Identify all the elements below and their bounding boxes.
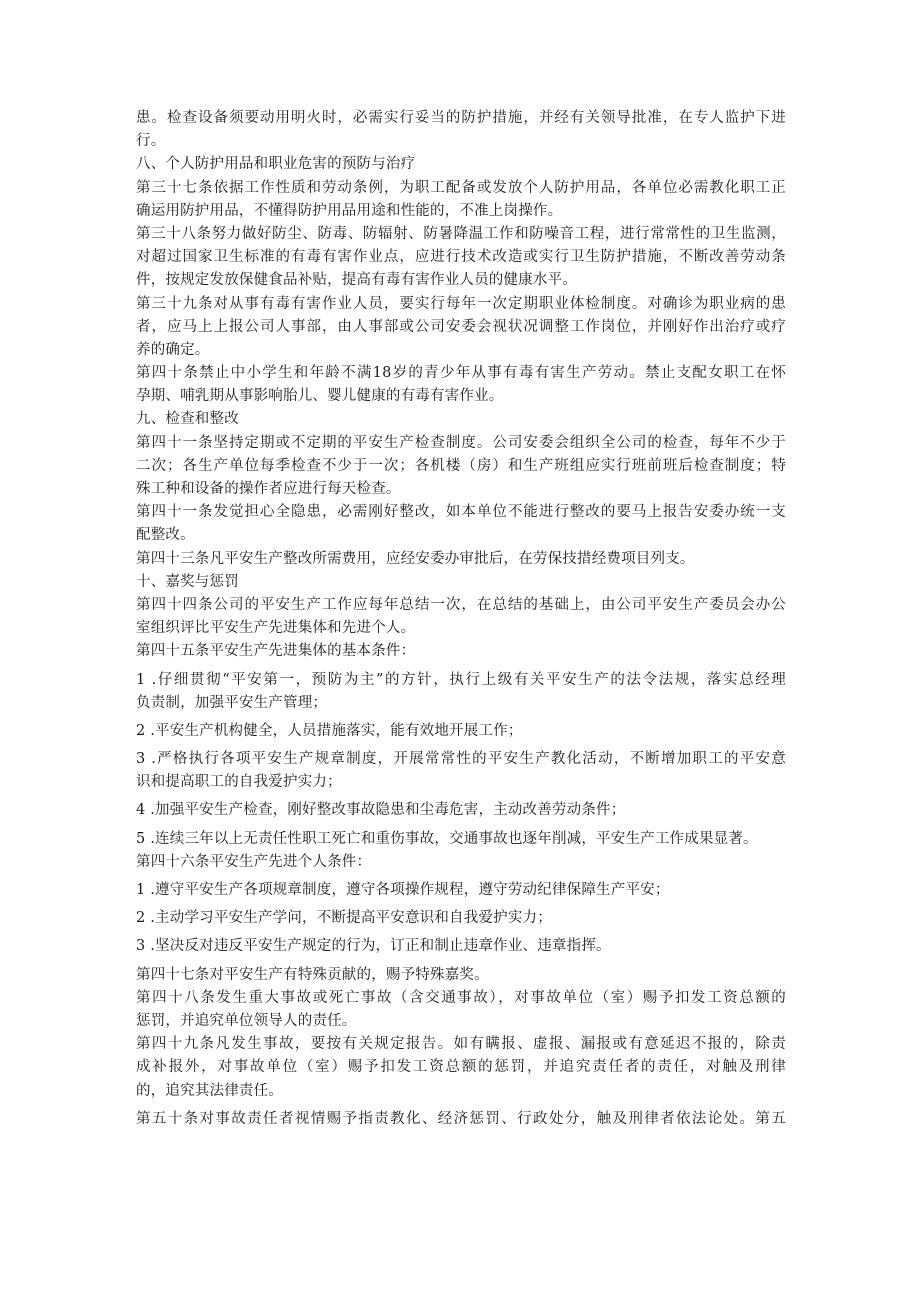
list-item: 1 .遵守平安生产各项规章制度，遵守各项操作规程，遵守劳动纪律保障生产平安； <box>136 882 670 898</box>
list-item: 5 .连续三年以上无责任性职工死亡和重伤事故，交通事故也逐年削减，平安生产工作成果显著。 <box>136 830 758 847</box>
text-line: 第四十九条凡发生事故，要按有关规定报告。如有瞒报、虚报、漏报或有意延迟不报的，除责 <box>136 1036 786 1053</box>
text-line: 识和提高职工的自我爱护实力； <box>136 774 342 791</box>
text-line: 行。 <box>136 133 166 150</box>
document-page <box>136 107 786 1131</box>
text-line: 确运用防护用品，不懂得防护用品用途和性能的，不准上岗操作。 <box>136 202 563 219</box>
text-line: 第四十五条平安生产先进集体的基本条件： <box>136 643 416 660</box>
text-line: 第四十八条发生重大事故或死亡事故（含交通事故），对事故单位（室）赐予扣发工资总额的 <box>136 989 786 1006</box>
text-line: 患。检查设备须要动用明火时，必需实行妥当的防护措施，并经有关领导批准，在专人监护下进 <box>136 110 786 126</box>
text-line: 二次；各生产单位每季检查不少于一次；各机楼（房）和生产班组应实行班前班后检查制度；特 <box>136 457 786 474</box>
text-line: 的，追究其法律责任。 <box>136 1082 283 1099</box>
text-line: 第四十一条坚持定期或不定期的平安生产检查制度。公司安委会组织全公司的检查，每年不少于 <box>136 434 786 451</box>
text-line: 第四十条禁止中小学生和年龄不满18岁的青少年从事有毒有害生产劳动。禁止支配女职工在怀 <box>136 365 786 382</box>
text-line: 第四十一条发觉担心全隐患，必需刚好整改，如本单位不能进行整改的要马上报告安委办统一支 <box>136 504 786 521</box>
text-line: 养的确定。 <box>136 341 210 358</box>
list-item: 3 .严格执行各项平安生产规章制度，开展常常性的平安生产教化活动，不断增加职工的平安意 <box>136 751 786 768</box>
text-line: 惩罚，并追究单位领导人的责任。 <box>136 1012 357 1029</box>
text-line: 孕期、哺乳期从事影响胎儿、婴儿健康的有毒有害作业。 <box>136 388 504 405</box>
list-item: 3 .坚决反对违反平安生产规定的行为，订正和制止违章作业、违章指挥。 <box>136 938 611 955</box>
text-line: 成补报外，对事故单位（室）赐予扣发工资总额的惩罚，并追究责任者的责任，对触及刑律 <box>136 1059 786 1076</box>
section-heading: 九、检查和整改 <box>136 411 239 428</box>
text-line: 第三十九条对从事有毒有害作业人员，要实行每年一次定期职业体检制度。对确诊为职业病的患 <box>136 295 786 312</box>
text-line: 负责制，加强平安生产管理； <box>136 694 328 711</box>
text-line: 第四十七条对平安生产有特殊贡献的，赐予特殊嘉奖。 <box>136 966 489 983</box>
list-item: 2 .主动学习平安生产学问，不断提高平安意识和自我爱护实力； <box>136 910 552 927</box>
text-line: 第四十三条凡平安生产整改所需费用，应经安委办审批后，在劳保技措经费项目列支。 <box>136 550 695 567</box>
text-line: 室组织评比平安生产先进集体和先进个人。 <box>136 620 416 637</box>
section-heading: 十、嘉奖与惩罚 <box>136 573 239 590</box>
list-item: 4 .加强平安生产检查，刚好整改事故隐患和尘毒危害，主动改善劳动条件； <box>136 802 626 819</box>
list-item: 1 .仔细贯彻“平安第一，预防为主”的方针，执行上级有关平安生产的法令法规，落实总经理 <box>136 671 786 688</box>
list-item: 2 .平安生产机构健全，人员措施落实，能有效地开展工作； <box>136 722 523 739</box>
text-line: 第四十四条公司的平安生产工作应每年总结一次，在总结的基础上，由公司平安生产委员会办公 <box>136 596 786 613</box>
section-heading: 八、个人防护用品和职业危害的预防与治疗 <box>136 156 416 173</box>
text-line: 对超过国家卫生标准的有毒有害作业点，应进行技术改造或实行卫生防护措施，不断改善劳动条 <box>136 249 786 266</box>
text-line: 第三十七条依据工作性质和劳动条例，为职工配备或发放个人防护用品，各单位必需教化职工正 <box>136 179 786 196</box>
text-line: 第三十八条努力做好防尘、防毒、防辐射、防暑降温工作和防噪音工程，进行常常性的卫生监测， <box>136 225 786 242</box>
text-line: 第五十条对事故责任者视情赐予指责教化、经济惩罚、行政处分，触及刑律者依法论处。第五 <box>136 1110 786 1127</box>
text-line: 配整改。 <box>136 527 195 544</box>
text-line: 者，应马上上报公司人事部，由人事部或公司安委会视状况调整工作岗位，并刚好作出治疗或疗 <box>136 318 786 335</box>
text-line: 第四十六条平安生产先进个人条件： <box>136 853 372 870</box>
text-line: 殊工种和设备的操作者应进行每天检查。 <box>136 481 401 497</box>
text-line: 件，按规定发放保健食品补贴，提高有毒有害作业人员的健康水平。 <box>136 272 577 289</box>
